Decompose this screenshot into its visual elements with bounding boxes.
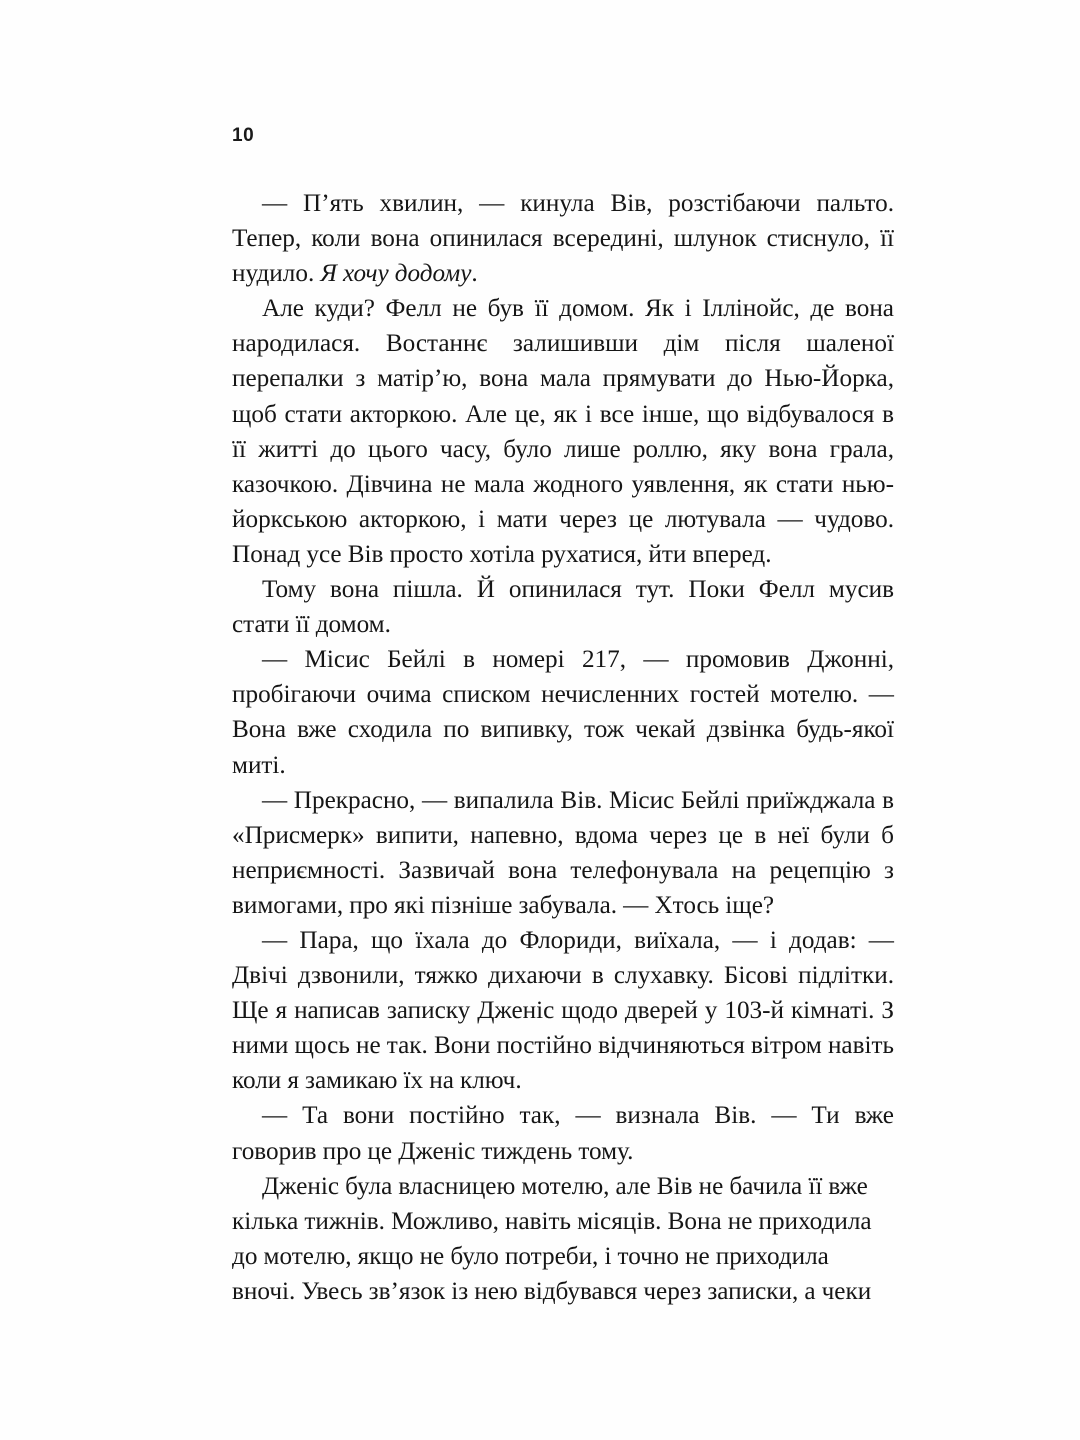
page-number: 10 <box>232 125 255 146</box>
paragraph <box>232 1098 894 1168</box>
body-text-block <box>232 186 894 1309</box>
italic-phrase: Я хочу додому <box>320 260 472 288</box>
paragraph <box>232 186 894 291</box>
text-run: — Пара, що їхала до Флориди, виїхала, — і додав: — Двічі дзвонили, тяжко дихаючи в слухавку. Бісові підлітки. Ще я написав записку Дженіс щодо дверей у 103-й кімнаті. З ними щось не так. Вони постійно відчиняються вітром навіть коли я замикаю їх на ключ. <box>232 926 894 1095</box>
paragraph <box>232 923 894 1098</box>
paragraph <box>232 291 894 572</box>
text-run: Тому вона пішла. Й опинилася тут. Поки Фелл мусив стати її домом. <box>232 576 894 639</box>
paragraph <box>232 572 894 642</box>
text-run: — П’ять хвилин, — кинула Вів, розстібаючи пальто. Тепер, коли вона опинилася всередині, шлунок стиснуло, її нудило. <box>232 190 894 288</box>
text-run: Дженіс була власницею мотелю, але Вів не бачила її вже кілька тижнів. Можливо, навіть місяців. Вона не приходила до мотелю, якщо не було потреби, і точно не приходила вночі. Увесь зв’язок із нею відбувався через записки, а чеки <box>232 1172 872 1305</box>
text-run: — Місис Бейлі в номері 217, — промовив Джонні, пробігаючи очима списком нечисленних гостей мотелю. — Вона вже сходила по випивку, тож чекай дзвінка будь-якої миті. <box>232 646 894 779</box>
text-run: — Та вони постійно так, — визнала Вів. — Ти вже говорив про це Дженіс тиждень тому. <box>232 1102 894 1165</box>
text-run: Але куди? Фелл не був її домом. Як і Іллінойс, де вона народилася. Востаннє залишивши дім після шаленої перепалки з матір’ю, вона мала прямувати до Нью-Йорка, щоб стати акторкою. Але це, як і все інше, що відбувалося в її житті до цього часу, було лише роллю, яку вона грала, казочкою. Дівчина не мала жодного уявлення, як стати нью-йоркською акторкою, і мати через це лютувала — чудово. Понад усе Вів просто хотіла рухатися, йти вперед. <box>232 295 894 568</box>
paragraph <box>232 783 894 923</box>
text-run: . <box>471 260 478 288</box>
paragraph <box>232 642 894 782</box>
text-run: — Прекрасно, — випалила Вів. Місис Бейлі приїжджала в «Присмерк» випити, напевно, вдома через це в неї були б неприємності. Зазвичай вона телефонувала на рецепцію з вимогами, про які пізніше забувала. — Хтось іще? <box>232 786 894 919</box>
paragraph <box>232 1169 894 1309</box>
